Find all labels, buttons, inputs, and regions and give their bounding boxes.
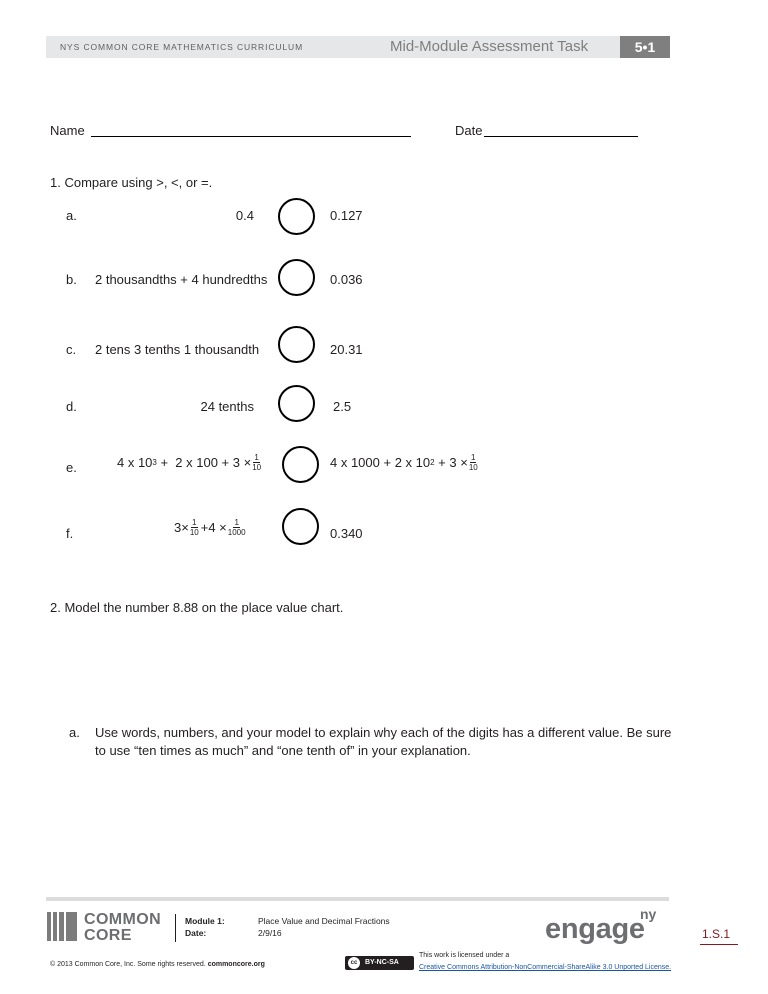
fraction-denominator: 10 [189, 528, 199, 537]
compare-circle-e[interactable] [282, 446, 319, 483]
footer-date-label: Date: [185, 928, 207, 938]
row-e-right-expression [330, 453, 478, 472]
exponent: 3 [152, 458, 157, 467]
fraction-numerator: 1 [471, 453, 476, 462]
question-2a-letter: a. [69, 725, 80, 740]
question-2-prompt: 2. Model the number 8.88 on the place value chart. [50, 600, 344, 615]
footer-date-value: 2/9/16 [258, 928, 282, 938]
fraction-numerator: 1 [254, 453, 259, 462]
expr-term: + 3 × [434, 455, 468, 470]
question-1-prompt: 1. Compare using >, <, or =. [50, 175, 213, 190]
row-c-right: 20.31 [330, 342, 363, 357]
page-code: 1.S.1 [702, 927, 731, 941]
expr-term: 4 x 10 [117, 455, 153, 470]
engageny-logo-superscript: ny [640, 906, 657, 922]
fraction [228, 518, 246, 537]
row-e-letter: e. [66, 460, 77, 475]
row-f-letter: f. [66, 526, 74, 541]
copyright [50, 961, 265, 968]
row-d-left: 24 tenths [200, 399, 254, 414]
name-field[interactable] [91, 122, 411, 137]
expr-term: + 2 x 100 + 3 × [156, 455, 252, 470]
fraction [190, 518, 199, 537]
common-core-logo-icon [47, 912, 77, 941]
expr-term: +4 × [200, 520, 227, 535]
question-2a-text-line1: Use words, numbers, and your model to explain why each of the digits has a different value. Be sure [95, 725, 672, 740]
copyright-text: © 2013 Common Core, Inc. Some rights reserved. [50, 961, 206, 968]
compare-circle-d[interactable] [278, 385, 315, 422]
row-b-letter: b. [66, 272, 77, 287]
cc-badge-text: BY-NC-SA [365, 959, 399, 966]
footer-module-label: Module 1: [185, 916, 225, 926]
row-e-left-expression [117, 453, 261, 472]
copyright-site: commoncore.org [207, 961, 265, 968]
date-label: Date [455, 123, 483, 138]
page-code-underline [700, 944, 738, 945]
compare-circle-f[interactable] [282, 508, 319, 545]
expr-term: 4 x 1000 + 2 x 10 [330, 455, 431, 470]
compare-circle-b[interactable] [278, 259, 315, 296]
footer-rule [46, 897, 669, 901]
license-link[interactable]: Creative Commons Attribution-NonCommercial-ShareAlike 3.0 Unported License. [419, 964, 672, 971]
fraction [469, 453, 478, 472]
row-b-left: 2 thousandths + 4 hundredths [95, 272, 268, 287]
row-c-left: 2 tens 3 tenths 1 thousandth [95, 342, 260, 357]
fraction-numerator: 1 [192, 518, 197, 527]
row-f-left-expression [174, 518, 246, 537]
name-label: Name [50, 123, 85, 138]
row-a-left: 0.4 [235, 208, 254, 223]
assessment-title: Mid-Module Assessment Task [390, 38, 589, 55]
cc-license-badge-icon [345, 956, 414, 970]
footer-divider [175, 914, 176, 942]
footer-module-value: Place Value and Decimal Fractions [258, 916, 390, 926]
compare-circle-a[interactable] [278, 198, 315, 235]
exponent: 2 [430, 458, 435, 467]
fraction [252, 453, 261, 472]
engageny-logo: engage [545, 913, 645, 945]
row-a-letter: a. [66, 208, 77, 223]
fraction-numerator: 1 [234, 518, 239, 527]
row-b-right: 0.036 [330, 272, 363, 287]
compare-circle-c[interactable] [278, 326, 315, 363]
cc-mark: cc [348, 957, 360, 969]
common-core-logo-text: COMMON [84, 911, 162, 928]
common-core-logo-text: CORE [84, 927, 132, 944]
row-d-letter: d. [66, 399, 77, 414]
module-badge: 5•1 [620, 36, 670, 58]
row-d-right: 2.5 [333, 399, 352, 414]
fraction-denominator: 10 [252, 463, 262, 472]
question-2a-text-line2: to use “ten times as much” and “one tenth of” in your explanation. [95, 743, 471, 758]
fraction-denominator: 1000 [227, 528, 246, 537]
row-c-letter: c. [66, 342, 77, 357]
license-intro: This work is licensed under a [419, 952, 510, 959]
row-a-right: 0.127 [330, 208, 363, 223]
curriculum-label: NYS COMMON CORE MATHEMATICS CURRICULUM [60, 42, 304, 52]
date-field[interactable] [484, 122, 638, 137]
fraction-denominator: 10 [468, 463, 478, 472]
expr-term: 3× [174, 520, 189, 535]
row-f-right: 0.340 [330, 526, 363, 541]
